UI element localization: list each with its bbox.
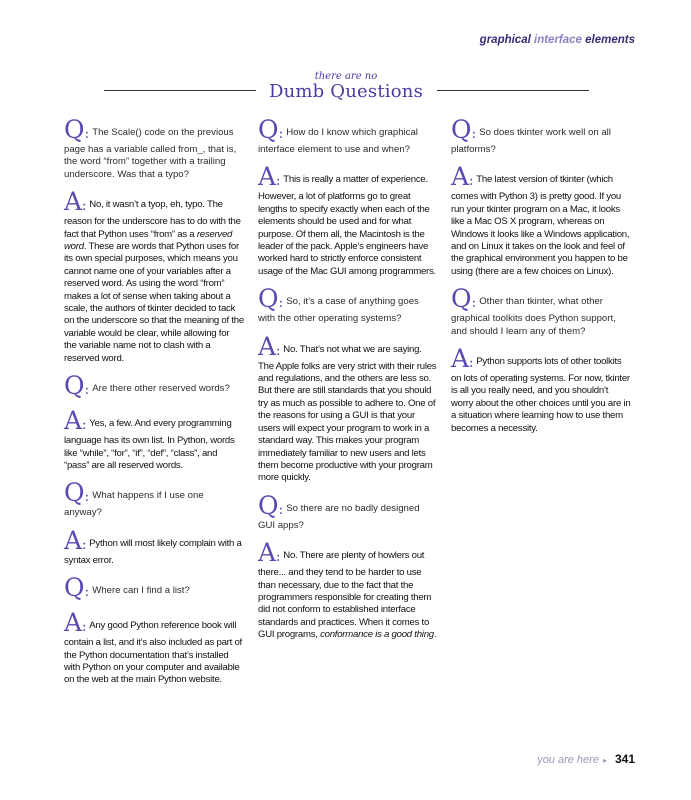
body-text: No. That’s not what we are saying. The Apple folks are very strict with their rules and regulations, and the others are less so. But there are still standards that you should try as much as possible to adhere to. One of the reasons for using a GUI is that your users will expect your program to work in a standard way. This makes your program immediately familiar to new users and lets them become productive with your program more quickly.	[258, 343, 437, 484]
emphasis-text: reserved word	[64, 228, 233, 253]
answer	[258, 538, 438, 641]
answer	[451, 162, 631, 278]
section-title	[262, 72, 430, 102]
mark-colon: :	[81, 536, 87, 553]
mark-colon: :	[84, 584, 90, 601]
running-head	[480, 34, 635, 46]
answer-mark-letter: A	[258, 331, 276, 361]
question-mark-letter: Q	[258, 115, 279, 144]
body-text: Other than tkinter, what other graphical toolkits does Python support, and should I learn any of them?	[451, 296, 616, 337]
page-footer	[537, 752, 635, 766]
answer	[64, 406, 244, 472]
mark-colon: :	[84, 489, 90, 506]
column-2	[258, 115, 438, 653]
mark-colon: :	[84, 126, 90, 142]
body-text: Python will most likely complain with a syntax error.	[64, 537, 242, 566]
answer	[64, 187, 244, 365]
mark-colon: :	[81, 619, 87, 636]
body-text: So there are no badly designed GUI apps?	[258, 502, 420, 531]
running-head-pre: graphical	[479, 34, 534, 46]
running-head-mid: interface	[534, 34, 582, 46]
answer-mark-letter: A	[64, 525, 82, 555]
arrow-icon: ▸	[602, 756, 607, 765]
body-text: What happens if I use one anyway?	[64, 490, 204, 519]
question	[258, 490, 438, 532]
answer-mark-letter: A	[451, 162, 469, 192]
question-mark-letter: Q	[258, 490, 279, 520]
body-text: How do I know which graphical interface element to use and when?	[258, 127, 418, 155]
page-number: 341	[614, 752, 635, 766]
question	[64, 115, 244, 181]
answer	[258, 162, 438, 278]
mark-colon: :	[468, 355, 474, 372]
body-text: The latest version of tkinter (which comes with Python 3) is pretty good. If you run your tkinter program on a Mac, it looks like a Mac OS X program, whereas on Windows it looks like a Windows application, and on Linux it takes on the look and feel of the graphical environment you happen to be using (there are a few choices on Linux).	[451, 174, 630, 277]
mark-colon: :	[278, 126, 284, 142]
running-head-post: elements	[581, 34, 635, 46]
question-mark-letter: Q	[64, 371, 85, 401]
answer	[258, 331, 438, 485]
answer-mark-letter: A	[64, 187, 82, 217]
question	[64, 478, 244, 519]
mark-colon: :	[471, 126, 477, 142]
mark-colon: :	[81, 417, 87, 434]
mark-colon: :	[275, 173, 281, 190]
answer	[64, 525, 244, 567]
body-text: No. There are plenty of howlers out there... and they tend to be harder to use than necessary, due to the fact that the programmers responsible for creating them did not conform to established interface standards and practices. When it comes to GUI programs,	[258, 550, 432, 641]
answer	[451, 344, 631, 435]
mark-colon: :	[468, 173, 474, 190]
question	[258, 115, 438, 156]
question-mark-letter: Q	[64, 573, 85, 603]
mark-colon: :	[278, 295, 284, 312]
answer	[64, 608, 244, 687]
mark-colon: :	[278, 501, 284, 518]
question	[451, 115, 631, 156]
mark-colon: :	[81, 198, 87, 215]
column-3	[451, 115, 631, 446]
column-1	[64, 115, 244, 698]
body-text: So, it’s a case of anything goes with the other operating systems?	[258, 296, 419, 325]
body-text: So does tkinter work well on all platforms?	[451, 127, 611, 155]
answer-mark-letter: A	[258, 538, 276, 568]
mark-colon: :	[84, 382, 90, 399]
mark-colon: :	[275, 342, 281, 359]
mark-colon: :	[471, 295, 477, 312]
body-text: Any good Python reference book will contain a list, and it’s also included as part of the Python documentation that’s installed with Python on your computer and available on the web at the main Python website.	[64, 620, 242, 686]
title-rule-right	[437, 90, 589, 91]
you-are-here-label: you are here	[537, 754, 599, 766]
body-text: . These are words that Python uses for its own special purposes, which means you cannot name one of your variables after a reserved word. As using the word “from” makes a lot of sense when taking about a scale, the authors of tkinter decided to tack on the underscore so that the meaning of the variable would be clear, while allowing for the variable name not to clash with a reserved word.	[64, 241, 244, 364]
answer-mark-letter: A	[64, 608, 82, 638]
question	[64, 371, 244, 401]
body-text: Python supports lots of other toolkits on lots of operating systems. For now, tkinter is all you really need, and you shouldn’t worry about the other choices until you are in a situation where learning how to use them becomes a necessity.	[451, 356, 631, 434]
mark-colon: :	[275, 549, 281, 566]
answer-mark-letter: A	[451, 344, 469, 374]
body-text: Are there other reserved words?	[92, 383, 230, 395]
body-text: No, it wasn’t a tyop, eh, typo. The reason for the underscore has to do with the fact that Python uses “from” as a	[64, 199, 241, 240]
question-mark-letter: Q	[451, 115, 472, 144]
question-mark-letter: Q	[451, 284, 472, 314]
body-text: Yes, a few. And every programming language has its own list. In Python, words like “while”, “for”, “if”, “def”, “class”, and “pass” are all reserved words.	[64, 418, 235, 471]
question-mark-letter: Q	[258, 284, 279, 314]
section-title-small: there are no	[314, 71, 378, 82]
body-text: This is really a matter of experience. However, a lot of platforms go to great lengths to specify exactly when each of the elements should be used and for what purpose. Of them all, the Macintosh is the leader of the pack. Apple’s engineers have worked hard to strictly enforce consistent usage of the Mac GUI among programmers.	[258, 174, 436, 277]
answer-mark-letter: A	[258, 162, 276, 192]
title-rule-left	[104, 90, 256, 91]
question-mark-letter: Q	[64, 115, 85, 144]
body-text: Where can I find a list?	[92, 585, 190, 597]
question	[451, 284, 631, 338]
answer-mark-letter: A	[64, 406, 82, 436]
emphasis-text: conformance is a good thing	[320, 629, 434, 641]
question	[64, 573, 244, 603]
body-text: .	[433, 629, 437, 641]
body-text: The Scale() code on the previous page has a variable called from_, that is, the word “from” together with a trailing underscore. Was that a typo?	[64, 127, 237, 180]
question	[258, 284, 438, 325]
section-title-big: Dumb Questions	[268, 81, 424, 102]
question-mark-letter: Q	[64, 478, 85, 508]
